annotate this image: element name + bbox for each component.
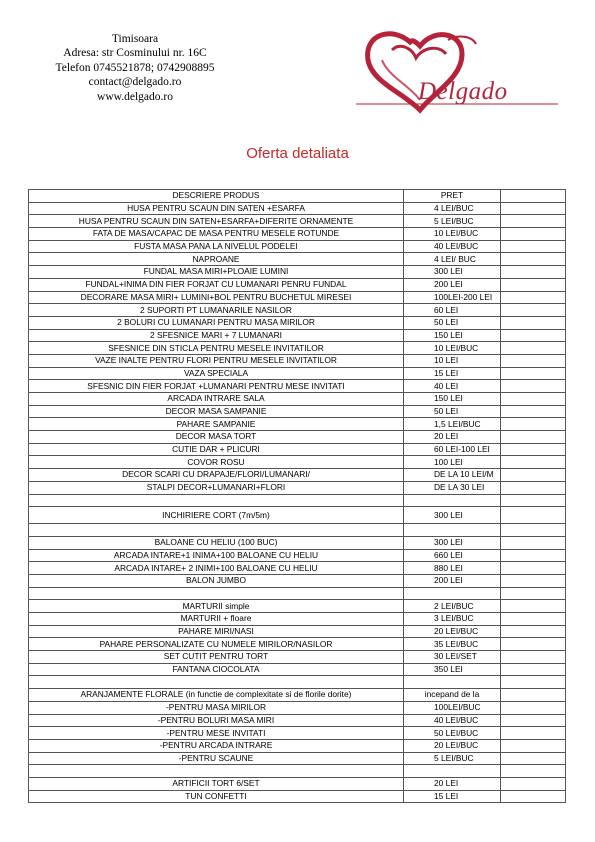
table-cell-empty — [501, 253, 566, 266]
row-description: DECORARE MASA MIRI+ LUMINI+BOL PENTRU BUCHETUL MIRESEI — [29, 291, 404, 304]
row-description: SFESNICE DIN STICLA PENTRU MESELE INVITATILOR — [29, 342, 404, 355]
row-description: STALPI DECOR+LUMANARI+FLORI — [29, 481, 404, 494]
row-price: 150 LEI — [404, 393, 501, 406]
table-row — [29, 689, 566, 702]
row-description: PAHARE PERSONALIZATE CU NUMELE MIRILOR/NASILOR — [29, 638, 404, 651]
table-row — [29, 663, 566, 676]
row-price: 20 LEI — [404, 431, 501, 444]
table-row — [29, 202, 566, 215]
row-price: 350 LEI — [404, 663, 501, 676]
row-price: 15 LEI — [404, 367, 501, 380]
table-row — [29, 443, 566, 456]
row-description: BALOANE CU HELIU (100 BUC) — [29, 536, 404, 549]
table-cell-empty — [501, 278, 566, 291]
row-description: ARCADA INTARE+ 2 INIMI+100 BALOANE CU HELIU — [29, 562, 404, 575]
price-table — [28, 189, 566, 803]
row-description: -PENTRU SCAUNE — [29, 752, 404, 765]
row-description: NAPROANE — [29, 253, 404, 266]
row-description: 2 SFESNICE MARI + 7 LUMANARI — [29, 329, 404, 342]
page-title: Oferta detaliata — [246, 145, 349, 162]
row-price: 2 LEI/BUC — [404, 600, 501, 613]
table-row — [29, 469, 566, 482]
row-description: ARCADA INTARE+1 INIMA+100 BALOANE CU HELIU — [29, 549, 404, 562]
table-row — [29, 613, 566, 626]
table-cell-empty — [501, 574, 566, 587]
row-description — [29, 765, 404, 778]
row-price: incepand de la — [404, 689, 501, 702]
table-cell-empty — [501, 456, 566, 469]
logo-text: Delgado — [418, 78, 508, 105]
row-price — [404, 676, 501, 689]
table-row — [29, 507, 566, 524]
table-cell-empty — [501, 443, 566, 456]
header-desc: DESCRIERE PRODUS — [29, 190, 404, 203]
row-description: MARTURII + floare — [29, 613, 404, 626]
table-row — [29, 752, 566, 765]
row-description: PAHARE MIRI/NASI — [29, 625, 404, 638]
table-row — [29, 739, 566, 752]
table-row — [29, 481, 566, 494]
table-row — [29, 291, 566, 304]
row-description — [29, 676, 404, 689]
table-row — [29, 228, 566, 241]
table-row — [29, 253, 566, 266]
table-cell-empty — [501, 600, 566, 613]
table-row — [29, 562, 566, 575]
table-row — [29, 625, 566, 638]
table-row — [29, 405, 566, 418]
table-cell-empty — [501, 727, 566, 740]
row-price: 4 LEI/ BUC — [404, 253, 501, 266]
row-price: 30 LEI/SET — [404, 651, 501, 664]
contact-address: Adresa: str Cosminului nr. 16C — [63, 47, 207, 60]
table-row — [29, 638, 566, 651]
row-description: ARANJAMENTE FLORALE (in functie de complexitate si de florile dorite) — [29, 689, 404, 702]
row-price: 10 LEI/BUC — [404, 228, 501, 241]
row-price: 660 LEI — [404, 549, 501, 562]
row-price: 100LEI-200 LEI — [404, 291, 501, 304]
row-price: 300 LEI — [404, 507, 501, 524]
row-price: 4 LEI/BUC — [404, 202, 501, 215]
row-price: 35 LEI/BUC — [404, 638, 501, 651]
table-cell-empty — [501, 689, 566, 702]
table-cell-empty — [501, 393, 566, 406]
table-row — [29, 651, 566, 664]
table-row — [29, 549, 566, 562]
row-price: DE LA 10 LEI/M — [404, 469, 501, 482]
row-price: 20 LEI/BUC — [404, 625, 501, 638]
table-cell-empty — [501, 266, 566, 279]
row-price: DE LA 30 LEI — [404, 481, 501, 494]
table-row — [29, 304, 566, 317]
row-price: 200 LEI — [404, 278, 501, 291]
table-row — [29, 431, 566, 444]
table-row — [29, 600, 566, 613]
table-cell-empty — [501, 469, 566, 482]
table-row — [29, 714, 566, 727]
row-price: 50 LEI — [404, 405, 501, 418]
table-row — [29, 316, 566, 329]
row-description — [29, 587, 404, 600]
table-row — [29, 676, 566, 689]
table-cell-empty — [501, 651, 566, 664]
row-description: FUSTA MASA PANA LA NIVELUL PODELEI — [29, 240, 404, 253]
row-description: -PENTRU BOLURI MASA MIRI — [29, 714, 404, 727]
row-price: 40 LEI — [404, 380, 501, 393]
table-cell-empty — [501, 790, 566, 803]
table-cell-empty — [501, 765, 566, 778]
row-price: 100 LEI — [404, 456, 501, 469]
table-cell-empty — [501, 638, 566, 651]
table-cell-empty — [501, 329, 566, 342]
row-price: 50 LEI — [404, 316, 501, 329]
row-description: HUSA PENTRU SCAUN DIN SATEN +ESARFA — [29, 202, 404, 215]
row-price: 20 LEI/BUC — [404, 739, 501, 752]
table-row — [29, 727, 566, 740]
row-description: SFESNIC DIN FIER FORJAT +LUMANARI PENTRU MESE INVITATI — [29, 380, 404, 393]
row-description: COVOR ROSU — [29, 456, 404, 469]
row-price — [404, 524, 501, 537]
table-cell-empty — [501, 240, 566, 253]
table-cell-empty — [501, 494, 566, 507]
row-description: DECOR MASA SAMPANIE — [29, 405, 404, 418]
table-cell-empty — [501, 367, 566, 380]
table-row — [29, 278, 566, 291]
row-description: HUSA PENTRU SCAUN DIN SATEN+ESARFA+DIFERITE ORNAMENTE — [29, 215, 404, 228]
table-cell-empty — [501, 752, 566, 765]
table-cell-empty — [501, 524, 566, 537]
row-description: -PENTRU MASA MIRILOR — [29, 701, 404, 714]
row-description: TUN CONFETTI — [29, 790, 404, 803]
table-row — [29, 342, 566, 355]
row-price: 40 LEI/BUC — [404, 714, 501, 727]
contact-email: contact@delgado.ro — [88, 76, 182, 89]
table-row — [29, 215, 566, 228]
contact-city: Timisoara — [111, 33, 159, 45]
row-description: 2 SUPORTI PT LUMANARILE NASILOR — [29, 304, 404, 317]
row-description: ARCADA INTRARE SALA — [29, 393, 404, 406]
row-price: 300 LEI — [404, 536, 501, 549]
row-description: DECOR SCARI CU DRAPAJE/FLORI/LUMANARI/ — [29, 469, 404, 482]
row-description: DECOR MASA TORT — [29, 431, 404, 444]
row-price: 100LEI/BUC — [404, 701, 501, 714]
table-cell-empty — [501, 342, 566, 355]
table-cell-empty — [501, 536, 566, 549]
table-row — [29, 329, 566, 342]
table-cell-empty — [501, 549, 566, 562]
table-cell-empty — [501, 587, 566, 600]
row-price: 20 LEI — [404, 777, 501, 790]
row-price: 880 LEI — [404, 562, 501, 575]
table-header-row — [29, 190, 566, 203]
row-price: 40 LEI/BUC — [404, 240, 501, 253]
table-row — [29, 354, 566, 367]
row-description: -PENTRU ARCADA INTRARE — [29, 739, 404, 752]
header-price: PRET — [404, 190, 501, 203]
table-cell-empty — [501, 625, 566, 638]
contact-website: www.delgado.ro — [97, 90, 173, 103]
row-description: FUNDAL MASA MIRI+PLOAIE LUMINI — [29, 266, 404, 279]
table-row — [29, 574, 566, 587]
row-price: 1,5 LEI/BUC — [404, 418, 501, 431]
table-cell-empty — [501, 431, 566, 444]
row-description: FATA DE MASA/CAPAC DE MASA PENTRU MESELE ROTUNDE — [29, 228, 404, 241]
table-cell-empty — [501, 215, 566, 228]
table-cell-empty — [501, 701, 566, 714]
row-description: -PENTRU MESE INVITATI — [29, 727, 404, 740]
row-description — [29, 524, 404, 537]
contact-phone: Telefon 0745521878; 0742908895 — [55, 61, 215, 74]
row-price — [404, 765, 501, 778]
table-cell-empty — [501, 481, 566, 494]
row-description: PAHARE SAMPANIE — [29, 418, 404, 431]
row-price: 10 LEI — [404, 354, 501, 367]
row-description: SET CUTIT PENTRU TORT — [29, 651, 404, 664]
row-description: ARTIFICII TORT 6/SET — [29, 777, 404, 790]
table-row — [29, 393, 566, 406]
table-cell-empty — [501, 316, 566, 329]
table-cell-empty — [501, 228, 566, 241]
table-row — [29, 494, 566, 507]
table-row — [29, 380, 566, 393]
row-description: CUTIE DAR + PLICURI — [29, 443, 404, 456]
table-row — [29, 456, 566, 469]
table-row — [29, 777, 566, 790]
row-price: 5 LEI/BUC — [404, 215, 501, 228]
table-row — [29, 790, 566, 803]
row-price: 15 LEI — [404, 790, 501, 803]
table-cell-empty — [501, 418, 566, 431]
table-row — [29, 536, 566, 549]
contact-block — [40, 32, 230, 104]
table-cell-empty — [501, 304, 566, 317]
row-price: 200 LEI — [404, 574, 501, 587]
table-cell-empty — [501, 507, 566, 524]
row-price — [404, 494, 501, 507]
table-row — [29, 587, 566, 600]
table-row — [29, 240, 566, 253]
row-description — [29, 494, 404, 507]
row-description: MARTURII simple — [29, 600, 404, 613]
row-description: 2 BOLURI CU LUMANARI PENTRU MASA MIRILOR — [29, 316, 404, 329]
table-cell-empty — [501, 739, 566, 752]
table-cell-empty — [501, 202, 566, 215]
table-row — [29, 367, 566, 380]
row-description: INCHIRIERE CORT (7m/5m) — [29, 507, 404, 524]
table-row — [29, 524, 566, 537]
row-price: 60 LEI-100 LEI — [404, 443, 501, 456]
row-description: VAZE INALTE PENTRU FLORI PENTRU MESELE INVITATILOR — [29, 354, 404, 367]
row-price: 60 LEI — [404, 304, 501, 317]
table-cell-empty — [501, 380, 566, 393]
row-description: BALON JUMBO — [29, 574, 404, 587]
table-row — [29, 266, 566, 279]
row-price: 50 LEI/BUC — [404, 727, 501, 740]
table-cell-empty — [501, 714, 566, 727]
row-description: VAZA SPECIALA — [29, 367, 404, 380]
table-cell-empty — [501, 613, 566, 626]
table-row — [29, 765, 566, 778]
table-cell-empty — [501, 663, 566, 676]
table-cell-empty — [501, 676, 566, 689]
table-cell-empty — [501, 190, 566, 203]
row-price: 3 LEI/BUC — [404, 613, 501, 626]
table-cell-empty — [501, 354, 566, 367]
row-price: 5 LEI/BUC — [404, 752, 501, 765]
row-description: FANTANA CIOCOLATA — [29, 663, 404, 676]
table-cell-empty — [501, 291, 566, 304]
table-cell-empty — [501, 777, 566, 790]
table-cell-empty — [501, 405, 566, 418]
table-row — [29, 418, 566, 431]
table-cell-empty — [501, 562, 566, 575]
row-price: 150 LEI — [404, 329, 501, 342]
row-price — [404, 587, 501, 600]
row-price: 10 LEI/BUC — [404, 342, 501, 355]
row-description: FUNDAL+INIMA DIN FIER FORJAT CU LUMANARI PENRU FUNDAL — [29, 278, 404, 291]
table-row — [29, 701, 566, 714]
row-price: 300 LEI — [404, 266, 501, 279]
